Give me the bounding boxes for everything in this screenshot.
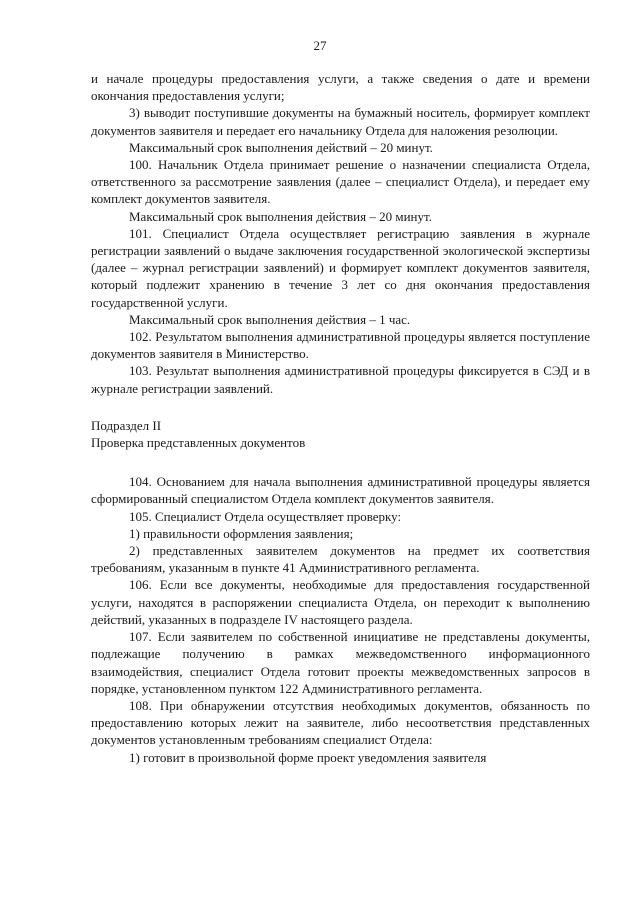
paragraph: 100. Начальник Отдела принимает решение о назначении специалиста Отдела, ответственного за рассмотрение заявления (далее – специалист Отдела), и передает ему комплект документов заявителя.	[91, 157, 590, 207]
paragraph: 2) представленных заявителем документов на предмет их соответствия требованиям, указанным в пункте 41 Административного регламента.	[91, 543, 590, 576]
paragraph: 107. Если заявителем по собственной инициативе не представлены документы, подлежащие получению в рамках межведомственного информационного взаимодействия, специалист Отдела готовит проекты межведомственных запросов в порядке, установленном пунктом 122 Административного регламента.	[91, 629, 590, 696]
paragraph: 106. Если все документы, необходимые для предоставления государственной услуги, находятся в распоряжении специалиста Отдела, он переходит к выполнению действий, указанных в подразделе IV настоящего раздела.	[91, 577, 590, 627]
spacer	[91, 451, 590, 473]
paragraph: Максимальный срок выполнения действий – 20 минут.	[129, 139, 433, 155]
document-body	[91, 70, 590, 766]
paragraph: 102. Результатом выполнения административной процедуры является поступление документов заявителя в Министерство.	[91, 329, 590, 362]
paragraph: 108. При обнаружении отсутствия необходимых документов, обязанность по предоставлению которых лежит на заявителе, либо несоответствия представленных документов установленным требованиям специалист Отдела:	[91, 697, 590, 748]
paragraph: 3) выводит поступившие документы на бумажный носитель, формирует комплект документов заявителя и передает его начальнику Отдела для наложения резолюции.	[91, 105, 590, 138]
paragraph: 1) правильности оформления заявления;	[129, 525, 354, 541]
paragraph: 105. Специалист Отдела осуществляет проверку:	[129, 508, 402, 524]
paragraph: Максимальный срок выполнения действия – 20 минут.	[129, 208, 432, 224]
spacer	[91, 397, 590, 417]
paragraph: 104. Основанием для начала выполнения административной процедуры является сформированный специалистом Отдела комплект документов заявителя.	[91, 474, 590, 507]
paragraph: Максимальный срок выполнения действия – 1 час.	[129, 311, 411, 327]
paragraph: 103. Результат выполнения административной процедуры фиксируется в СЭД и в журнале регистрации заявлений.	[91, 363, 590, 396]
subsection-subtitle: Проверка представленных документов	[91, 435, 306, 451]
subsection-title: Подраздел II	[91, 417, 162, 433]
paragraph: 1) готовит в произвольной форме проект уведомления заявителя	[129, 749, 487, 765]
page-number: 27	[313, 38, 327, 53]
paragraph: 101. Специалист Отдела осуществляет регистрацию заявления в журнале регистрации заявлений о выдаче заключения государственной экологической экспертизы (далее – журнал регистрации заявлений) и формирует комплект документов заявителя, который подлежит хранению в течение 3 лет со дня окончания предоставления государственной услуги.	[91, 225, 590, 310]
paragraph: и начале процедуры предоставления услуги, а также сведения о дате и времени окончания предоставления услуги;	[91, 71, 590, 104]
